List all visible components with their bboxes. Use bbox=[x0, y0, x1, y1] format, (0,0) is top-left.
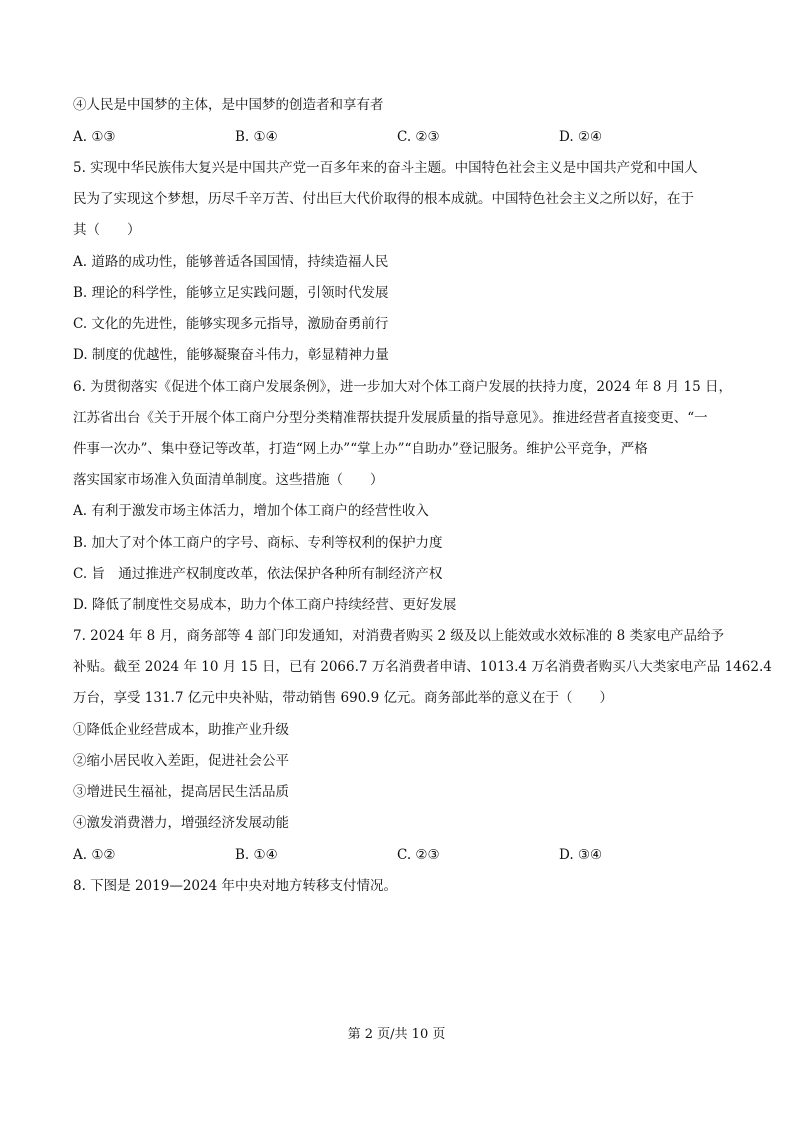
q5-option-c: C. 文化的先进性，能够实现多元指导，激励奋勇前行 bbox=[73, 316, 389, 332]
q4-option-c: C. ②③ bbox=[397, 129, 440, 145]
q4-statement-4: ④人民是中国梦的主体，是中国梦的创造者和享有者 bbox=[73, 97, 384, 113]
q6-stem-line-4: 落实国家市场准入负面清单制度。这些措施（ ） bbox=[73, 472, 384, 488]
q5-stem-line-2: 民为了实现这个梦想，历尽千辛万苦、付出巨大代价取得的根本成就。中国特色社会主义之所以好，在于 bbox=[73, 191, 694, 207]
q7-option-b: B. ①④ bbox=[235, 847, 278, 863]
q7-options bbox=[73, 846, 723, 864]
q5-option-d: D. 制度的优越性，能够凝聚奋斗伟力，彰显精神力量 bbox=[73, 347, 389, 363]
q6-stem-line-2: 江苏省出台《关于开展个体工商户分型分类精准帮扶提升发展质量的指导意见》。推进经营者直接变更、“一 bbox=[73, 410, 708, 426]
q5-stem-line-1: 5. 实现中华民族伟大复兴是中国共产党一百多年来的奋斗主题。中国特色社会主义是中国共产党和中国人 bbox=[73, 160, 698, 176]
q7-statement-2: ②缩小居民收入差距，促进社会公平 bbox=[73, 753, 289, 769]
q8-stem: 8. 下图是 2019—2024 年中央对地方转移支付情况。 bbox=[73, 878, 397, 894]
q4-option-d: D. ②④ bbox=[559, 129, 603, 145]
q6-stem-line-3: 件事一次办”、集中登记等改革，打造“网上办”“掌上办”“自助办”登记服务。维护公平竞争，严格 bbox=[73, 441, 648, 457]
q6-option-a: A. 有利于激发市场主体活力，增加个体工商户的经营性收入 bbox=[73, 503, 429, 519]
q7-option-c: C. ②③ bbox=[397, 847, 440, 863]
q6-option-c: C. 旨 通过推进产权制度改革，依法保护各种所有制经济产权 bbox=[73, 566, 443, 582]
q7-stem-line-3: 万台，享受 131.7 亿元中央补贴，带动销售 690.9 亿元。商务部此举的意义在于（ ） bbox=[73, 690, 613, 706]
q5-stem-line-3: 其（ ） bbox=[73, 222, 141, 238]
q7-option-d: D. ③④ bbox=[559, 847, 603, 863]
q5-option-b: B. 理论的科学性，能够立足实践问题，引领时代发展 bbox=[73, 285, 389, 301]
q4-option-a: A. ①③ bbox=[73, 129, 116, 145]
page-footer: 第 2 页/共 10 页 bbox=[347, 1027, 446, 1042]
q6-stem-line-1: 6. 为贯彻落实《促进个体工商户发展条例》，进一步加大对个体工商户发展的扶持力度，2024 年 8 月 15 日， bbox=[73, 379, 733, 395]
q4-options bbox=[73, 128, 723, 146]
q7-statement-3: ③增进民生福祉，提高居民生活品质 bbox=[73, 784, 289, 800]
q6-option-b: B. 加大了对个体工商户的字号、商标、专利等权利的保护力度 bbox=[73, 535, 443, 551]
q4-option-b: B. ①④ bbox=[235, 129, 278, 145]
q7-stem-line-1: 7. 2024 年 8 月，商务部等 4 部门印发通知，对消费者购买 2 级及以上能效或水效标准的 8 类家电产品给予 bbox=[73, 628, 725, 644]
q7-statement-1: ①降低企业经营成本，助推产业升级 bbox=[73, 722, 289, 738]
q6-option-d: D. 降低了制度性交易成本，助力个体工商户持续经营、更好发展 bbox=[73, 597, 457, 613]
q5-option-a: A. 道路的成功性，能够普适各国国情，持续造福人民 bbox=[73, 254, 389, 270]
q7-option-a: A. ①② bbox=[73, 847, 116, 863]
q7-statement-4: ④激发消费潜力，增强经济发展动能 bbox=[73, 815, 289, 831]
q7-stem-line-2: 补贴。截至 2024 年 10 月 15 日，已有 2066.7 万名消费者申请、1013.4 万名消费者购买八大类家电产品 1462.4 bbox=[73, 659, 772, 675]
